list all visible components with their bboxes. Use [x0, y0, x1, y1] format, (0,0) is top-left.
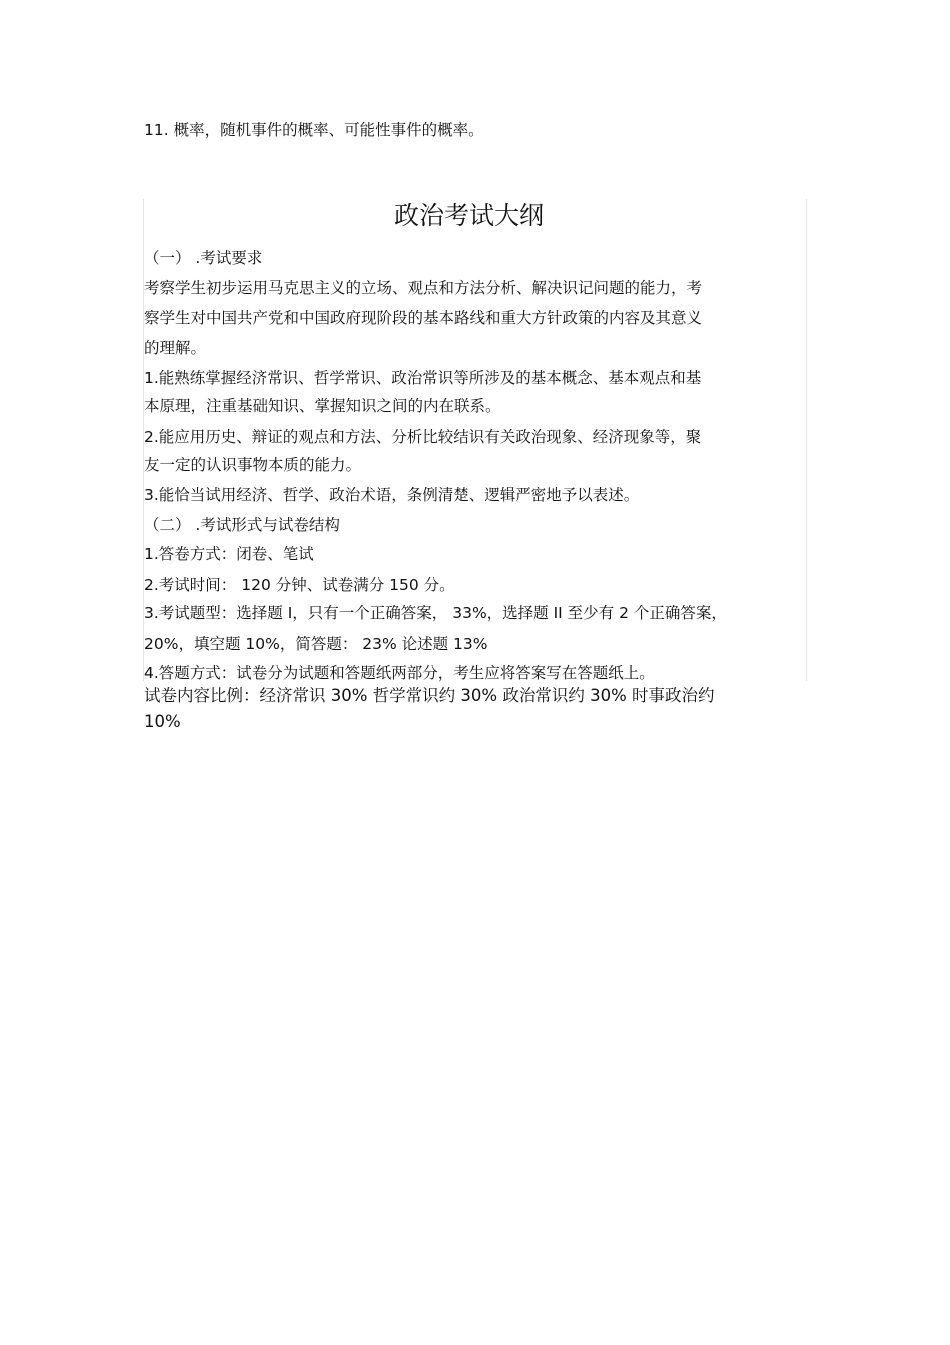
- section-heading-requirements: （一） .考试要求: [144, 249, 263, 267]
- list-item: 3.考试题型：选择题 I，只有一个正确答案， 33%，选择题 II 至少有 2 个正确答案，: [144, 604, 727, 622]
- list-item: 2.考试时间： 120 分钟、试卷满分 150 分。: [144, 576, 455, 594]
- list-item: 2.能应用历史、辩证的观点和方法、分析比较结识有关政治现象、经济现象等，聚: [144, 428, 702, 446]
- list-item-continued: 友一定的认识事物本质的能力。: [144, 456, 362, 474]
- paragraph-line: 考察学生初步运用马克思主义的立场、观点和方法分析、解决识记问题的能力，考: [144, 279, 703, 297]
- list-item: 4.答题方式：试卷分为试题和答题纸两部分，考生应将答案写在答题纸上。: [144, 664, 655, 682]
- page-title: 政治考试大纲: [393, 201, 544, 230]
- list-item-continued: 20%，填空题 10%，简答题： 23% 论述题 13%: [144, 635, 488, 653]
- section-border-right: [806, 199, 807, 681]
- paragraph-line: 的理解。: [144, 339, 207, 357]
- paragraph-line: 察学生对中国共产党和中国政府现阶段的基本路线和重大方针政策的内容及其意义: [144, 309, 703, 327]
- list-item: 1.答卷方式：闭卷、笔试: [144, 545, 314, 563]
- list-item: 3.能恰当试用经济、哲学、政治术语，条例清楚、逻辑严密地予以表述。: [144, 486, 640, 504]
- content-ratio-line-continued: 10%: [144, 712, 181, 731]
- top-line: 11. 概率，随机事件的概率、可能性事件的概率。: [144, 121, 484, 139]
- content-ratio-line: 试卷内容比例：经济常识 30% 哲学常识约 30% 政治常识约 30% 时事政治约: [144, 686, 715, 705]
- list-item: 1.能熟练掌握经济常识、哲学常识、政治常识等所涉及的基本概念、基本观点和基: [144, 369, 702, 387]
- list-item-continued: 本原理，注重基础知识、掌握知识之间的内在联系。: [144, 397, 501, 415]
- section-heading-format: （二） .考试形式与试卷结构: [144, 516, 340, 534]
